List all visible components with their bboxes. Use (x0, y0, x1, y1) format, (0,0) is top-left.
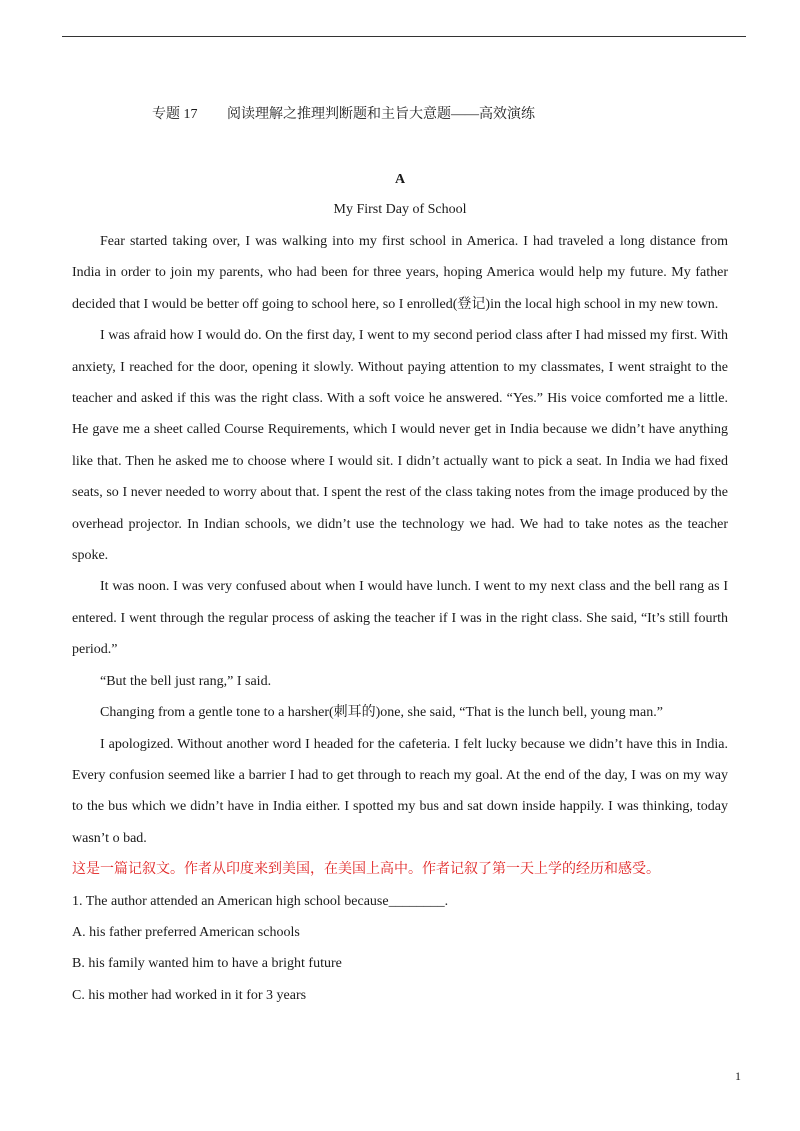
paragraph: I was afraid how I would do. On the first day, I went to my second period class after I had missed my first. With anxiety, I reached for the door, opening it slowly. Without paying attention to my classmates, I went straight to the teacher and asked if this was the right class. With a soft voice he answered. “Yes.” His voice comforted me a little. He gave me a sheet called Course Requirements, which I would never get in India because we didn’t have anything like that. Then he asked me to choose where I would sit. I didn’t actually want to pick a seat. In India we had fixed seats, so I never needed to worry about that. I spent the rest of the class taking notes from the image produced by the overhead projector. In Indian schools, we didn’t use the technology we had. We had to take notes as the teacher spoke. (72, 328, 728, 564)
option-a: A. his father preferred American schools (72, 924, 300, 940)
topic-number: 专题 17 (152, 107, 198, 122)
paragraph: Fear started taking over, I was walking into my first school in America. I had traveled a long distance from India in order to join my parents, who had been for three years, hoping America would help my future. My father decided that I would be better off going to school here, so I enrolled(登记)in the local high school in my new town. (72, 234, 728, 312)
section-label: A (394, 172, 406, 187)
document-header (152, 103, 535, 123)
header-rule (62, 36, 746, 37)
paragraph: “But the bell just rang,” I said. (100, 673, 272, 689)
paragraph: It was noon. I was very confused about when I would have lunch. I went to my next class and the bell rang as I entered. I went through the regular process of asking the teacher if I was in the right class. She said, “It’s still fourth period.” (72, 579, 728, 658)
page-number: 1 (735, 1069, 741, 1083)
paragraph: I apologized. Without another word I headed for the cafeteria. I felt lucky because we didn’t have this in India. Every confusion seemed like a barrier I had to get through to reach my goal. At the end of the day, I was on my way to the bus which we didn’t have in India either. I spotted my bus and sat down inside happily. I was thinking, today wasn’t o bad. (72, 736, 728, 846)
option-c: C. his mother had worked in it for 3 years (72, 987, 307, 1003)
option-b: B. his family wanted him to have a bright future (72, 956, 342, 972)
topic-title: 阅读理解之推理判断题和主旨大意题——高效演练 (227, 107, 535, 122)
question-stem: 1. The author attended an American high school because________. (72, 893, 449, 909)
passage-body (72, 226, 728, 1011)
passage-title: My First Day of School (333, 202, 467, 217)
paragraph: Changing from a gentle tone to a harsher(刺耳的)one, she said, “That is the lunch bell, young man.” (100, 705, 663, 721)
summary-note: 这是一篇记叙文。作者从印度来到美国，在美国上高中。作者记叙了第一天上学的经历和感受。 (72, 862, 660, 878)
